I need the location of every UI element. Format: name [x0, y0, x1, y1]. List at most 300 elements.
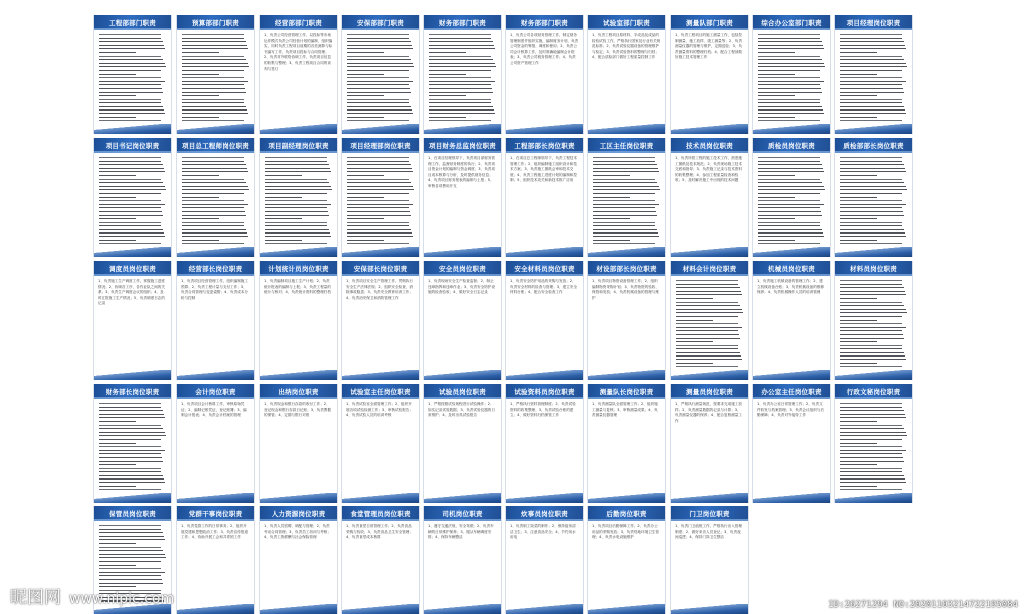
text-line — [347, 84, 409, 85]
text-line — [347, 56, 409, 57]
text-line — [99, 568, 161, 569]
text-line — [429, 109, 494, 110]
responsibility-card — [587, 15, 666, 134]
responsibility-card — [587, 261, 666, 380]
card-title: 综合办公室部门职责 — [761, 19, 822, 27]
card-body-lines — [429, 34, 496, 122]
text-line — [99, 197, 136, 198]
card-title: 炊事员岗位职责 — [521, 510, 568, 518]
text-line — [840, 298, 877, 299]
text-line — [347, 99, 409, 100]
responsibility-card — [259, 261, 338, 380]
card-body-text: 1、负责测量队全面管理工作；2、组织施工测量与复核；3、审核测量成果；4、负责测量仪器管理 — [592, 402, 658, 418]
text-line — [265, 197, 302, 198]
text-line — [429, 77, 491, 78]
text-line — [182, 207, 244, 208]
text-line — [99, 443, 136, 444]
text-line — [758, 182, 822, 183]
text-line — [99, 56, 161, 57]
card-title: 经营部部门职责 — [275, 19, 322, 27]
text-line — [840, 171, 906, 172]
text-line — [840, 450, 906, 451]
text-line — [182, 171, 248, 172]
text-line — [840, 52, 877, 53]
text-line — [840, 432, 906, 433]
card-body-text: 1、负责试验室全面管理工作；2、组织开展各项试验检测工作；3、审核试验报告；4、负责试验人员的培训考核 — [346, 402, 413, 418]
text-line — [347, 197, 384, 198]
text-line — [758, 186, 824, 187]
text-line — [758, 243, 820, 244]
card-body-lines — [99, 403, 166, 491]
text-line — [840, 355, 905, 356]
text-line — [840, 280, 902, 281]
text-line — [758, 38, 820, 39]
text-line — [840, 305, 904, 306]
card-body-text: 1、负责办公室日常管理工作；2、负责文件收发与档案管理；3、负责会议组织与后勤保障；4、负责对外接待工作 — [757, 402, 824, 418]
text-line — [347, 102, 409, 103]
card-footer-wave — [588, 247, 665, 257]
text-line — [758, 207, 820, 208]
card-body-text: 1、负责项目物资设备管理工作；2、组织编制物资采购计划；3、负责物资的验收、保管和发放；4、负责机械设备的管理与维护 — [592, 279, 659, 300]
text-line — [758, 175, 795, 176]
text-line — [840, 428, 904, 429]
responsibility-card — [834, 138, 913, 257]
card-title: 出纳岗位职责 — [278, 388, 319, 396]
responsibility-card — [752, 261, 831, 380]
text-line — [265, 204, 331, 205]
card-title: 调度员岗位职责 — [109, 265, 156, 273]
card-title: 工程部部门职责 — [109, 19, 156, 27]
text-line — [758, 168, 823, 169]
text-line — [182, 70, 244, 71]
card-body-lines — [99, 157, 166, 245]
text-line — [182, 41, 246, 42]
text-line — [429, 74, 466, 75]
text-line — [182, 175, 219, 176]
text-line — [840, 341, 877, 342]
responsibility-card — [670, 15, 749, 134]
text-line — [758, 113, 824, 114]
text-line — [840, 56, 902, 57]
card-title: 项目经理岗位职责 — [846, 19, 901, 27]
text-line — [840, 92, 904, 93]
text-line — [840, 359, 906, 360]
text-line — [429, 106, 493, 107]
text-line — [347, 179, 409, 180]
text-line — [99, 403, 161, 404]
card-title: 材料会计岗位职责 — [682, 265, 737, 273]
text-line — [840, 59, 904, 60]
text-line — [593, 179, 655, 180]
text-line — [840, 320, 877, 321]
card-title: 后勤岗位职责 — [606, 510, 647, 518]
card-title: 财务部部门职责 — [439, 19, 486, 27]
text-line — [265, 171, 331, 172]
responsibility-card — [834, 261, 913, 380]
card-footer-wave — [753, 124, 830, 134]
text-line — [265, 182, 329, 183]
text-line — [840, 287, 904, 288]
text-line — [182, 56, 244, 57]
text-line — [99, 529, 161, 530]
text-line — [593, 189, 660, 190]
card-body-text: 1、负责门卫值班工作，严格执行出入管理制度；2、做好来访人员登记；3、负责夜间巡逻；4、保持门岗卫生整洁 — [675, 524, 742, 540]
text-line — [676, 366, 738, 367]
card-body-text: 1、负责项目经营管理工作，组织编制施工预算；2、负责工程计量与支付工作；3、负责合同管理与变更索赔；4、负责成本分析与控制 — [181, 279, 248, 300]
text-line — [99, 561, 161, 562]
text-line — [840, 312, 907, 313]
card-footer-wave — [342, 493, 419, 503]
card-footer-wave — [835, 370, 912, 380]
card-footer-wave — [753, 247, 830, 257]
text-line — [758, 41, 822, 42]
text-line — [182, 168, 247, 169]
text-line — [593, 204, 659, 205]
responsibility-card — [670, 261, 749, 380]
text-line — [758, 164, 822, 165]
text-line — [676, 280, 738, 281]
card-footer-wave — [835, 124, 912, 134]
text-line — [429, 52, 466, 53]
card-title: 工区主任岗位职责 — [599, 142, 654, 150]
text-line — [676, 312, 743, 313]
card-footer-wave — [506, 124, 583, 134]
text-line — [347, 41, 411, 42]
text-line — [840, 70, 902, 71]
card-title: 司机岗位职责 — [442, 510, 483, 518]
text-line — [99, 439, 161, 440]
card-footer-wave — [424, 604, 501, 614]
card-footer-wave — [94, 493, 171, 503]
text-line — [758, 88, 821, 89]
text-line — [429, 70, 491, 71]
card-body-lines — [840, 157, 907, 245]
text-line — [182, 232, 247, 233]
text-line — [99, 113, 165, 114]
card-footer-wave — [424, 247, 501, 257]
text-line — [99, 243, 161, 244]
text-line — [840, 327, 906, 328]
text-line — [99, 171, 165, 172]
text-line — [758, 189, 825, 190]
card-title: 食堂管理员岗位职责 — [350, 510, 411, 518]
text-line — [840, 45, 905, 46]
text-line — [99, 207, 161, 208]
text-line — [840, 218, 877, 219]
text-line — [758, 66, 825, 67]
text-line — [840, 74, 877, 75]
text-line — [99, 106, 163, 107]
responsibility-card — [341, 506, 420, 614]
text-line — [840, 425, 902, 426]
card-title: 试验室主任岗位职责 — [350, 388, 411, 396]
text-line — [676, 359, 742, 360]
text-line — [99, 236, 165, 237]
text-line — [593, 200, 655, 201]
text-line — [429, 45, 494, 46]
card-body-text: 1、负责所管工程的施工技术工作，熟悉施工图纸及技术规范；2、负责现场施工技术交底和指导；3、负责施工记录与技术资料的收集整理；4、参加工程质量检查和验收；5、及时解决施工中出现的技术问题 — [675, 156, 742, 183]
text-line — [840, 291, 905, 292]
text-line — [758, 232, 823, 233]
text-line — [182, 109, 247, 110]
card-body-lines — [676, 280, 743, 368]
text-line — [182, 52, 219, 53]
text-line — [840, 117, 877, 118]
text-line — [429, 84, 491, 85]
text-line — [347, 157, 409, 158]
text-line — [676, 348, 738, 349]
card-footer-wave — [671, 247, 748, 257]
card-body-lines — [758, 34, 825, 122]
text-line — [593, 164, 657, 165]
text-line — [676, 320, 713, 321]
card-footer-wave — [835, 247, 912, 257]
text-line — [840, 461, 904, 462]
text-line — [347, 229, 411, 230]
text-line — [676, 363, 713, 364]
card-footer-wave — [588, 493, 665, 503]
card-title: 材料员岗位职责 — [850, 265, 897, 273]
text-line — [840, 338, 904, 339]
text-line — [840, 294, 906, 295]
card-footer-wave — [671, 604, 748, 614]
text-line — [758, 34, 820, 35]
text-line — [840, 410, 904, 411]
text-line — [99, 225, 161, 226]
card-body-text: 1、负责施工生产调度工作，掌握施工进度情况；2、协调各工序、各作业队之间的关系；3、负责生产调度会议的组织；4、及时汇报施工生产情况；5、负责调度日志的记录 — [98, 279, 165, 306]
card-body-text: 1、遵守交通法规，安全驾驶；2、负责车辆的日常维护保养；3、服从车辆调度安排；4、保持车辆整洁 — [428, 524, 494, 540]
text-line — [99, 532, 163, 533]
text-line — [99, 579, 162, 580]
responsibility-card — [423, 506, 502, 614]
card-title: 经营部长岗位职责 — [188, 265, 243, 273]
card-footer-wave — [260, 493, 337, 503]
text-line — [99, 117, 136, 118]
text-line — [182, 38, 244, 39]
text-line — [99, 41, 163, 42]
text-line — [840, 161, 902, 162]
text-line — [265, 200, 327, 201]
text-line — [347, 81, 413, 82]
text-line — [99, 88, 162, 89]
text-line — [840, 435, 907, 436]
card-body-text: 1、负责项目后勤保障工作；2、负责办公用品的采购发放；3、负责驻地环境卫生管理；4、负责水电设施维护 — [592, 524, 659, 540]
card-footer-wave — [177, 604, 254, 614]
text-line — [347, 92, 411, 93]
text-line — [99, 200, 161, 201]
card-body-lines — [99, 34, 166, 122]
card-title: 测量队部门职责 — [686, 19, 733, 27]
text-line — [347, 211, 410, 212]
text-line — [265, 186, 331, 187]
responsibility-card — [423, 138, 502, 257]
text-line — [182, 74, 219, 75]
card-footer-wave — [177, 370, 254, 380]
watermark-url: www.nipic.com — [69, 591, 175, 607]
card-title: 材设部部长岗位职责 — [596, 265, 657, 273]
text-line — [99, 95, 136, 96]
text-line — [676, 327, 742, 328]
text-line — [758, 52, 795, 53]
text-line — [347, 232, 412, 233]
text-line — [840, 403, 902, 404]
text-line — [593, 197, 630, 198]
card-title: 试验资料员岗位职责 — [514, 388, 575, 396]
card-footer-wave — [506, 604, 583, 614]
watermark-logo-text: 昵图网 — [10, 588, 61, 608]
card-title: 项目财务总监岗位职责 — [429, 142, 496, 150]
text-line — [182, 186, 248, 187]
text-line — [182, 34, 244, 35]
text-line — [840, 417, 906, 418]
card-footer-wave — [588, 604, 665, 614]
text-line — [840, 207, 902, 208]
responsibility-card — [341, 261, 420, 380]
card-footer-wave — [588, 124, 665, 134]
text-line — [593, 240, 630, 241]
responsibility-card — [93, 138, 172, 257]
responsibility-card — [259, 384, 338, 503]
responsibility-card — [670, 506, 749, 614]
text-line — [347, 106, 411, 107]
text-line — [840, 236, 906, 237]
text-line — [840, 468, 902, 469]
text-line — [840, 330, 902, 331]
text-line — [840, 193, 902, 194]
text-line — [758, 102, 820, 103]
card-title: 质检员岗位职责 — [768, 142, 815, 150]
card-title: 人力资源岗位职责 — [271, 510, 326, 518]
card-footer-wave — [94, 247, 171, 257]
text-line — [840, 345, 902, 346]
text-line — [265, 215, 329, 216]
text-line — [593, 232, 658, 233]
text-line — [347, 45, 412, 46]
text-line — [99, 425, 161, 426]
text-line — [758, 81, 824, 82]
card-body-lines — [840, 34, 907, 122]
text-line — [99, 432, 165, 433]
text-line — [676, 302, 738, 303]
text-line — [593, 157, 655, 158]
text-line — [840, 200, 902, 201]
image-id-watermark: ID:26271294 NO:20201103214722195084 — [828, 600, 1018, 610]
text-line — [593, 218, 630, 219]
text-line — [347, 225, 409, 226]
text-line — [99, 572, 165, 573]
text-line — [182, 102, 244, 103]
text-line — [99, 84, 161, 85]
text-line — [182, 236, 248, 237]
responsibility-card — [587, 384, 666, 503]
responsibility-card — [259, 506, 338, 614]
card-title: 项目总工程师岗位职责 — [182, 142, 249, 150]
card-body-text: 1、负责施工机械设备的管理工作；2、建立机械设备台账；3、负责机械设备的维修保养；4、负责机械操作人员的培训管理 — [757, 279, 824, 295]
text-line — [840, 99, 902, 100]
responsibility-card — [670, 138, 749, 257]
text-line — [593, 161, 655, 162]
responsibility-card — [505, 138, 584, 257]
text-line — [758, 193, 820, 194]
text-line — [840, 309, 906, 310]
text-line — [182, 197, 219, 198]
text-line — [840, 106, 904, 107]
text-line — [429, 59, 493, 60]
text-line — [182, 164, 246, 165]
card-body-text: 1、负责项目安全生产管理工作，贯彻执行安全生产法律法规；2、组织安全检查，消除事故隐患；3、负责安全教育培训工作；4、负责治安保卫和消防管理工作 — [346, 279, 413, 300]
text-line — [347, 63, 413, 64]
text-line — [593, 182, 657, 183]
text-line — [758, 211, 821, 212]
text-line — [99, 450, 165, 451]
card-footer-wave — [342, 370, 419, 380]
text-line — [347, 59, 411, 60]
text-line — [840, 478, 905, 479]
card-body-text: 1、负责公司各项财务管理工作，制定财务管理制度并组织实施，编制财务计划，负责公司资金的筹措、调度和使用；2、负责公司会计核算工作，及时准确地编制会计报表；3、负责公司税务管理工作；4、负责公司资产管理工作 — [510, 33, 579, 65]
card-title: 试验员岗位职责 — [439, 388, 486, 396]
card-footer-wave — [260, 370, 337, 380]
text-line — [347, 117, 384, 118]
responsibility-card — [93, 15, 172, 134]
text-line — [758, 84, 820, 85]
text-line — [840, 453, 902, 454]
text-line — [429, 113, 495, 114]
nipic-watermark — [10, 583, 174, 608]
text-line — [99, 536, 164, 537]
text-line — [99, 475, 163, 476]
text-line — [99, 182, 163, 183]
text-line — [347, 193, 409, 194]
text-line — [840, 446, 902, 447]
text-line — [840, 222, 902, 223]
text-line — [99, 468, 161, 469]
text-line — [99, 478, 164, 479]
text-line — [99, 186, 165, 187]
card-body-text: 1、在项目总工程师领导下，负责工程技术管理工作；2、组织编制施工组织设计和技术方案；3、负责施工图纸会审和技术交底；4、负责工程施工进度计划的编制和控制；5、组织技术攻关和新技术推广应用 — [510, 156, 577, 183]
card-footer-wave — [424, 370, 501, 380]
responsibility-card — [587, 506, 666, 614]
text-line — [99, 414, 164, 415]
card-footer-wave — [424, 493, 501, 503]
text-line — [676, 309, 742, 310]
responsibility-card — [752, 138, 831, 257]
card-title: 技术员岗位职责 — [686, 142, 733, 150]
text-line — [265, 232, 330, 233]
responsibility-card — [176, 138, 255, 257]
text-line — [347, 168, 412, 169]
text-line — [429, 99, 491, 100]
text-line — [347, 38, 409, 39]
text-line — [676, 352, 740, 353]
text-line — [182, 84, 244, 85]
text-line — [840, 284, 902, 285]
card-title: 财务部部门职责 — [521, 19, 568, 27]
text-line — [182, 222, 244, 223]
text-line — [676, 334, 739, 335]
text-line — [347, 161, 409, 162]
responsibility-card — [834, 15, 913, 134]
card-body-lines — [347, 157, 414, 245]
text-line — [758, 56, 820, 57]
card-body-text: 1、负责项目会计核算工作，审核原始凭证；2、编制记账凭证，登记账簿；3、编制会计报表；4、负责会计档案的管理 — [181, 402, 247, 418]
text-line — [182, 229, 246, 230]
text-line — [99, 52, 136, 53]
text-line — [840, 41, 904, 42]
text-line — [840, 88, 903, 89]
text-line — [347, 222, 409, 223]
card-footer-wave — [177, 124, 254, 134]
card-footer-wave — [260, 247, 337, 257]
